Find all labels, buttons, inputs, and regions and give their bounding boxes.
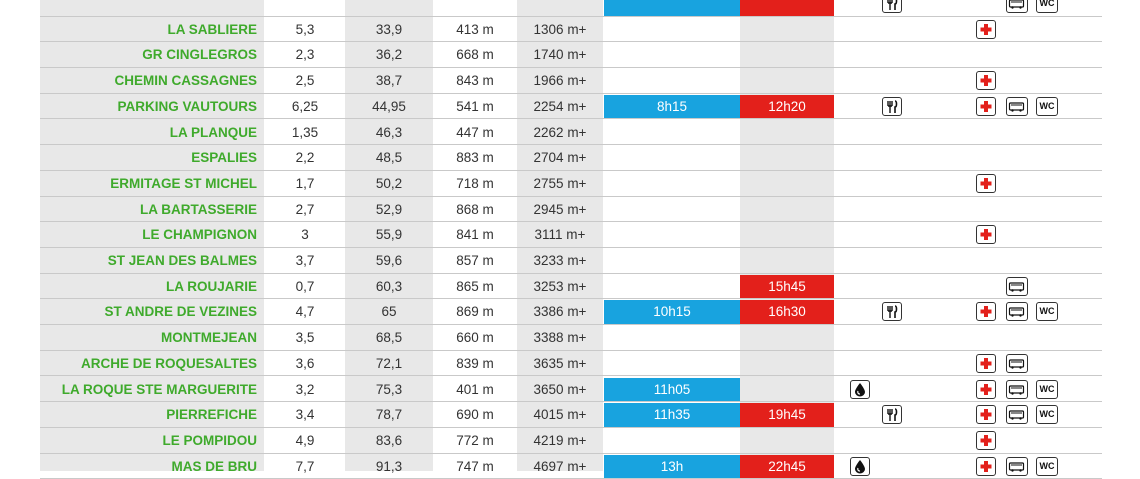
table-row	[0, 17, 1140, 43]
segment-distance: 3	[301, 227, 309, 243]
first-runner-time: 13h	[604, 455, 740, 479]
first-aid-icon	[976, 174, 996, 193]
checkpoint-name: LE POMPIDOU	[162, 432, 257, 448]
first-aid-icon	[976, 20, 996, 39]
elevation-gain: 4015 m+	[533, 407, 587, 423]
segment-distance: 2,5	[295, 73, 315, 89]
cumulative-distance: 68,5	[375, 330, 403, 346]
checkpoint-name: MONTMEJEAN	[160, 330, 257, 346]
elevation-gain: 4219 m+	[533, 432, 587, 448]
altitude: 869 m	[456, 304, 494, 320]
altitude: 690 m	[456, 407, 494, 423]
altitude: 868 m	[456, 201, 494, 217]
checkpoint-name	[40, 0, 257, 16]
shuttle-bus-icon	[1006, 457, 1028, 476]
shuttle-bus-icon	[1006, 302, 1028, 321]
table-row	[0, 274, 1140, 300]
table-row	[0, 402, 1140, 428]
shuttle-bus-icon	[1006, 277, 1028, 296]
table-row	[0, 351, 1140, 377]
table-row	[0, 68, 1140, 94]
checkpoint-name: LA ROQUE STE MARGUERITE	[61, 381, 257, 397]
elevation-gain: 3635 m+	[533, 355, 587, 371]
cumulative-distance: 52,9	[375, 201, 403, 217]
segment-distance: 4,9	[295, 432, 315, 448]
checkpoint-name: ST JEAN DES BALMES	[107, 253, 257, 268]
altitude: 401 m	[456, 381, 494, 397]
altitude: 839 m	[456, 355, 494, 371]
table-row	[0, 222, 1140, 248]
cutoff-time: 15h45	[740, 275, 834, 299]
wc-icon: WC	[1036, 97, 1058, 116]
altitude: 747 m	[456, 458, 494, 474]
checkpoint-name: ESPALIES	[191, 150, 257, 166]
altitude: 668 m	[456, 47, 494, 63]
segment-distance: 1,35	[291, 124, 319, 140]
table-row	[0, 428, 1140, 454]
elevation-gain: 1966 m+	[533, 73, 587, 89]
altitude: 883 m	[456, 150, 494, 166]
table-row	[0, 42, 1140, 68]
water-point-icon	[850, 380, 870, 399]
cutoff-time: 12h20	[740, 95, 834, 119]
restaurant-icon	[882, 97, 902, 116]
elevation-gain: 2755 m+	[533, 175, 587, 191]
shuttle-bus-icon	[1006, 405, 1028, 424]
cumulative-distance: 83,6	[375, 432, 403, 448]
segment-distance: 6,25	[291, 98, 319, 114]
segment-distance: 3,6	[295, 355, 315, 371]
altitude: 843 m	[456, 73, 494, 89]
segment-distance: 2,2	[295, 150, 315, 166]
first-aid-icon	[976, 380, 996, 399]
segment-distance: 3,7	[295, 253, 315, 268]
table-row	[0, 120, 1140, 146]
segment-distance	[265, 0, 345, 16]
cumulative-distance: 48,5	[375, 150, 403, 166]
segment-distance: 5,3	[295, 21, 315, 37]
altitude: 660 m	[456, 330, 494, 346]
table-row	[0, 94, 1140, 120]
first-runner-time	[604, 0, 740, 16]
cumulative-distance: 44,95	[372, 98, 406, 114]
elevation-gain	[517, 0, 603, 16]
cumulative-distance: 78,7	[375, 407, 403, 423]
shuttle-bus-icon	[1006, 380, 1028, 399]
first-runner-time: 11h05	[604, 378, 740, 402]
segment-distance: 0,7	[295, 278, 315, 294]
altitude: 541 m	[456, 98, 494, 114]
checkpoint-name: LA BARTASSERIE	[139, 201, 257, 217]
restaurant-icon	[882, 302, 902, 321]
shuttle-bus-icon	[1006, 97, 1028, 116]
water-point-icon	[850, 457, 870, 476]
altitude: 447 m	[456, 124, 494, 140]
elevation-gain: 3233 m+	[533, 253, 587, 268]
altitude: 857 m	[456, 253, 494, 268]
checkpoint-name: PIERREFICHE	[166, 407, 257, 423]
altitude: 865 m	[456, 278, 494, 294]
elevation-gain: 3111 m+	[534, 227, 586, 243]
first-aid-icon	[976, 354, 996, 373]
restaurant-icon	[882, 405, 902, 424]
shuttle-bus-icon	[1006, 0, 1028, 13]
segment-distance: 4,7	[295, 304, 315, 320]
table-row	[0, 197, 1140, 223]
table-row	[0, 145, 1140, 171]
checkpoint-name: LA SABLIERE	[167, 21, 257, 37]
segment-distance: 2,3	[295, 47, 315, 63]
shuttle-bus-icon	[1006, 354, 1028, 373]
cumulative-distance: 46,3	[375, 124, 403, 140]
first-aid-icon	[976, 302, 996, 321]
cumulative-distance	[345, 0, 433, 16]
elevation-gain: 2254 m+	[533, 98, 587, 114]
elevation-gain: 3388 m+	[533, 330, 587, 346]
cumulative-distance: 60,3	[375, 278, 403, 294]
restaurant-icon	[882, 0, 902, 13]
altitude: 718 m	[456, 175, 494, 191]
checkpoint-name: ARCHE DE ROQUESALTES	[80, 355, 257, 371]
cumulative-distance: 50,2	[375, 175, 403, 191]
checkpoint-name: LE CHAMPIGNON	[142, 227, 257, 243]
cumulative-distance: 72,1	[375, 355, 403, 371]
first-aid-icon	[976, 225, 996, 244]
segment-distance: 7,7	[295, 458, 315, 474]
segment-distance: 3,2	[295, 381, 315, 397]
table-row	[0, 454, 1140, 479]
elevation-gain: 4697 m+	[533, 458, 587, 474]
table-row	[0, 248, 1140, 274]
first-aid-icon	[976, 71, 996, 90]
first-runner-time: 8h15	[604, 95, 740, 119]
elevation-gain: 2945 m+	[533, 201, 587, 217]
altitude: 772 m	[456, 432, 494, 448]
wc-icon: WC	[1036, 380, 1058, 399]
table-row	[0, 0, 1140, 17]
checkpoint-name: CHEMIN CASSAGNES	[114, 73, 257, 89]
segment-distance: 3,5	[295, 330, 315, 346]
elevation-gain: 3386 m+	[533, 304, 587, 320]
first-aid-icon	[976, 97, 996, 116]
cutoff-time	[740, 0, 834, 16]
cutoff-time: 16h30	[740, 300, 834, 324]
cumulative-distance: 59,6	[375, 253, 403, 268]
cumulative-distance: 65	[381, 304, 397, 320]
checkpoint-name: PARKING VAUTOURS	[117, 98, 257, 114]
cumulative-distance: 33,9	[375, 21, 403, 37]
altitude: 841 m	[456, 227, 494, 243]
first-aid-icon	[976, 457, 996, 476]
table-row	[0, 299, 1140, 325]
wc-icon: WC	[1036, 302, 1058, 321]
checkpoint-name: LA PLANQUE	[169, 124, 257, 140]
segment-distance: 2,7	[295, 201, 315, 217]
wc-icon: WC	[1036, 0, 1058, 13]
cumulative-distance: 36,2	[375, 47, 403, 63]
checkpoint-name: ERMITAGE ST MICHEL	[110, 175, 257, 191]
wc-icon: WC	[1036, 457, 1058, 476]
first-aid-icon	[976, 431, 996, 450]
wc-icon: WC	[1036, 405, 1058, 424]
elevation-gain: 2704 m+	[533, 150, 587, 166]
segment-distance: 3,4	[295, 407, 315, 423]
elevation-gain: 1740 m+	[533, 47, 587, 63]
elevation-gain: 3253 m+	[533, 278, 587, 294]
cumulative-distance: 55,9	[375, 227, 403, 243]
checkpoint-name: ST ANDRE DE VEZINES	[104, 304, 257, 320]
table-row	[0, 325, 1140, 351]
table-row	[0, 377, 1140, 403]
checkpoint-name: GR CINGLEGROS	[142, 47, 257, 63]
elevation-gain: 3650 m+	[533, 381, 587, 397]
cutoff-time: 19h45	[740, 403, 834, 427]
checkpoint-name: LA ROUJARIE	[165, 278, 257, 294]
first-aid-icon	[976, 405, 996, 424]
elevation-gain: 2262 m+	[533, 124, 587, 140]
first-runner-time: 10h15	[604, 300, 740, 324]
cumulative-distance: 75,3	[375, 381, 403, 397]
segment-distance: 1,7	[295, 175, 315, 191]
first-runner-time: 11h35	[604, 403, 740, 427]
checkpoint-name: MAS DE BRU	[171, 458, 257, 474]
elevation-gain: 1306 m+	[533, 21, 587, 37]
cutoff-time: 22h45	[740, 455, 834, 479]
cumulative-distance: 91,3	[375, 458, 403, 474]
cumulative-distance: 38,7	[375, 73, 403, 89]
altitude: 413 m	[456, 21, 494, 37]
table-row	[0, 171, 1140, 197]
altitude	[433, 0, 517, 16]
